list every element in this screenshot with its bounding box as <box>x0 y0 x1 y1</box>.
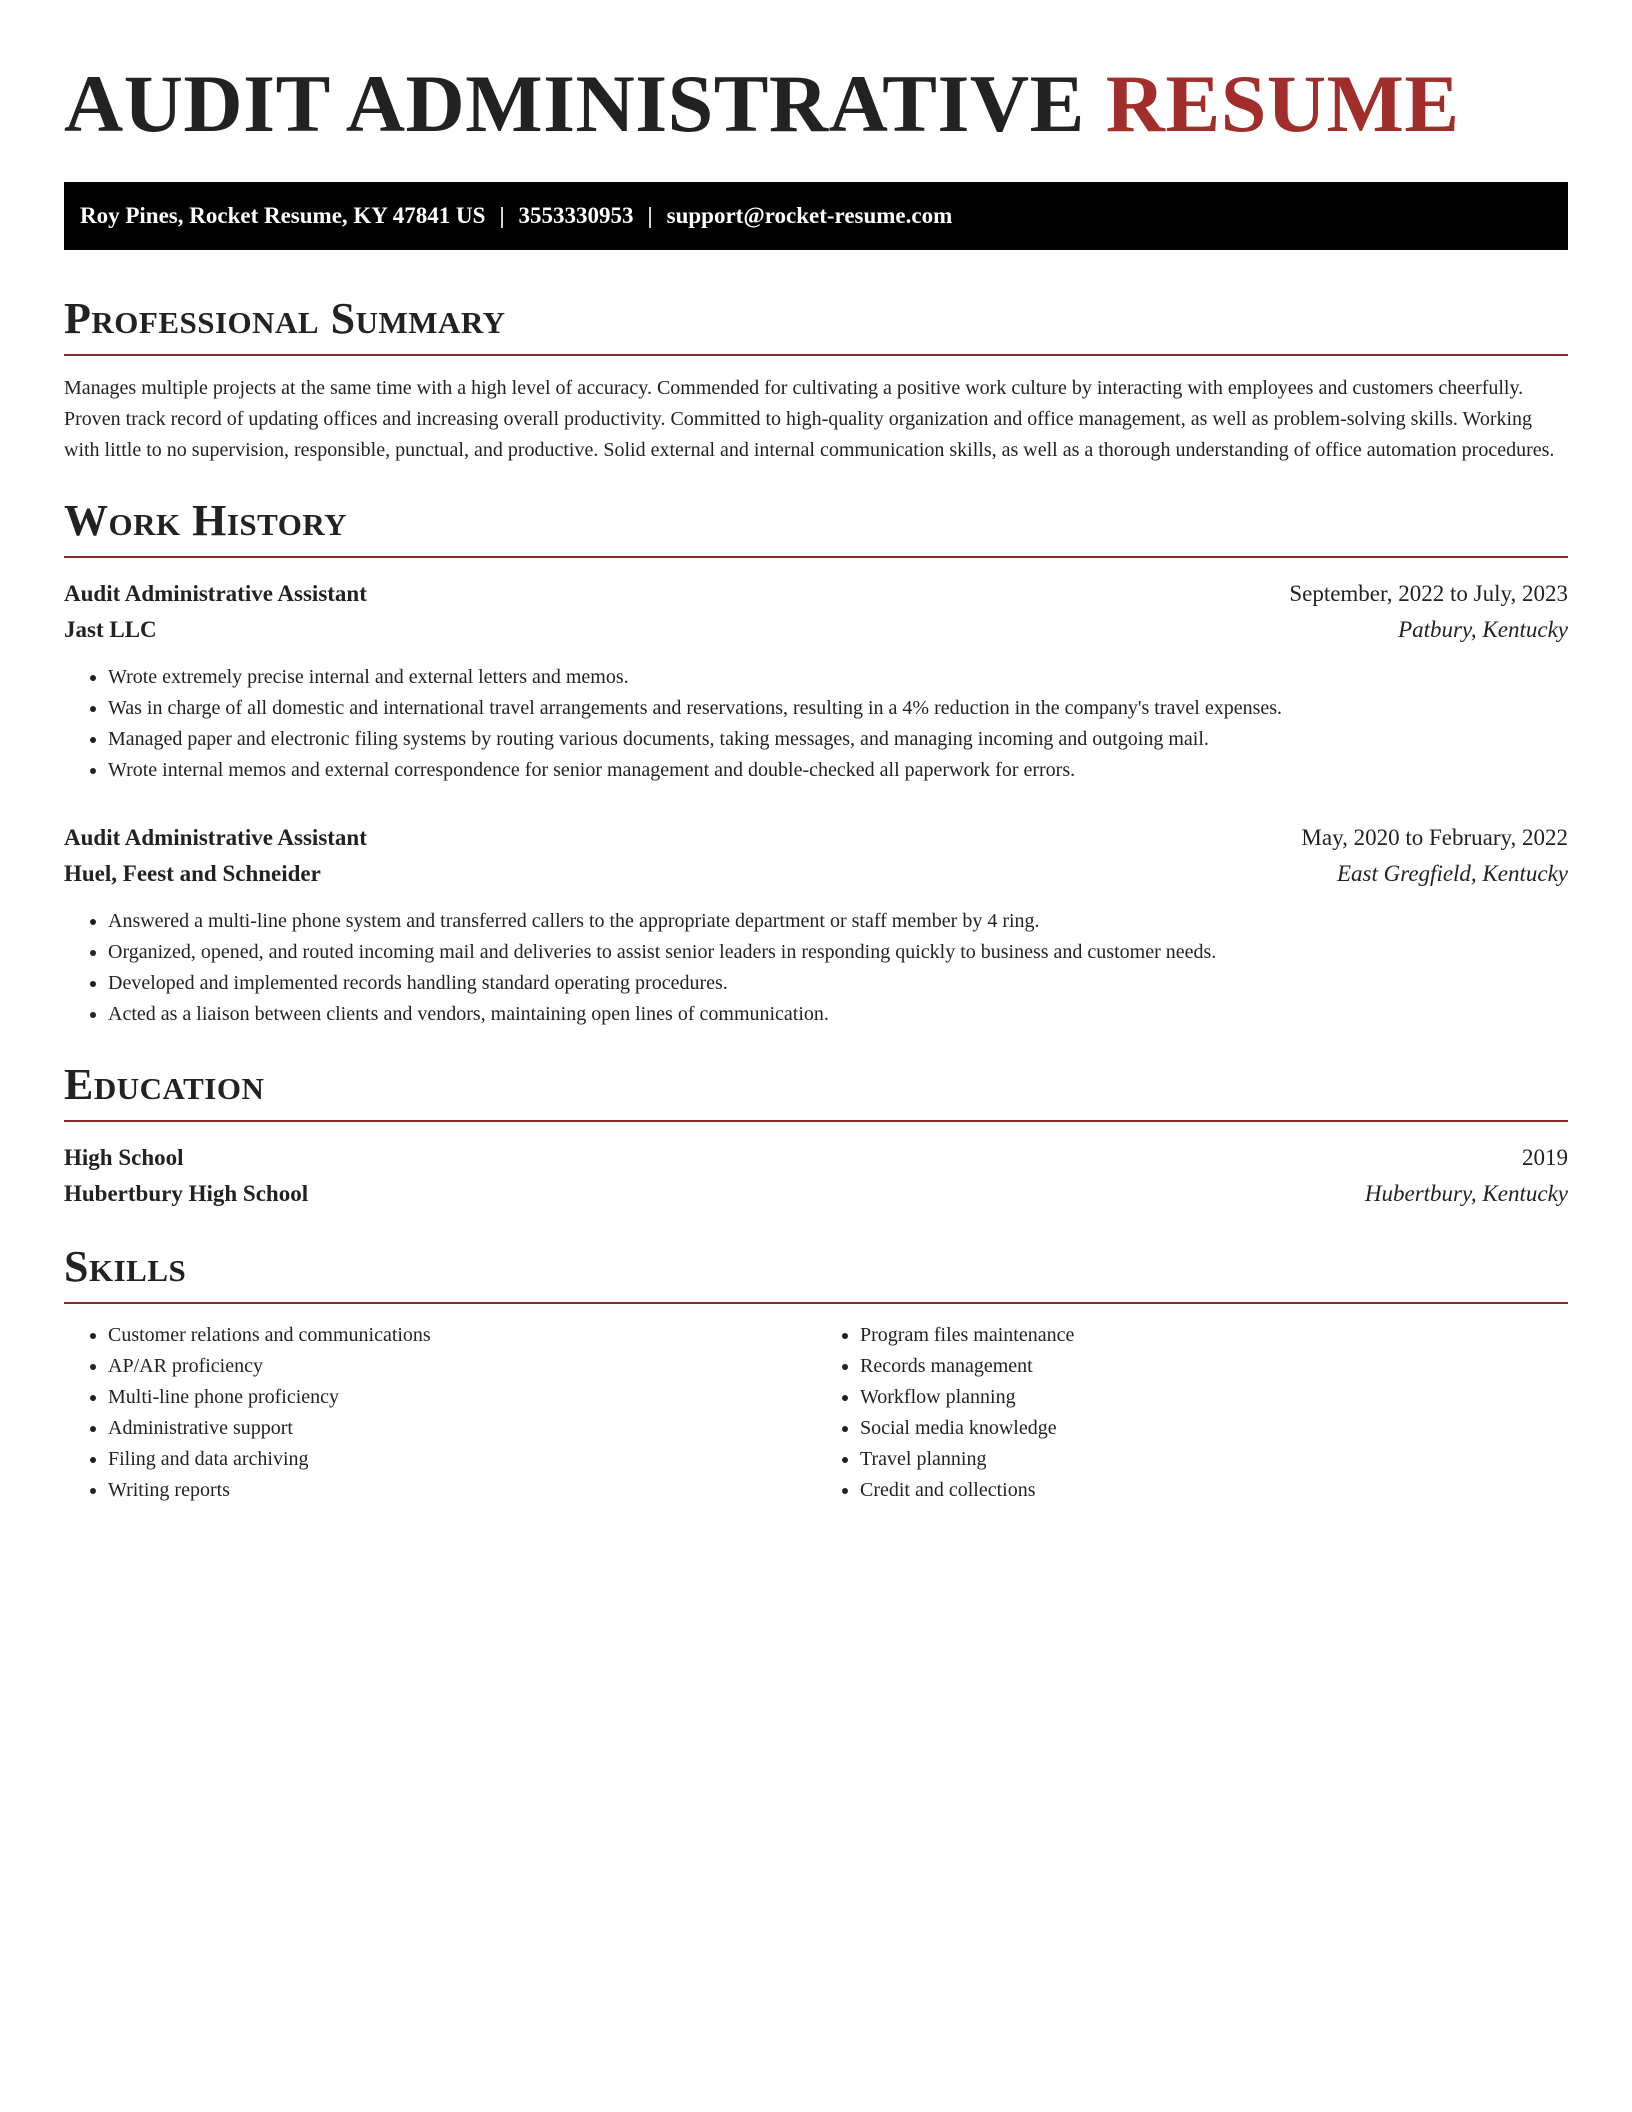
job-location: Patbury, Kentucky <box>1398 617 1568 642</box>
summary-heading: Professional Summary <box>64 294 506 343</box>
title-accent: RESUME <box>1105 58 1460 149</box>
list-item: • Social media knowledge <box>860 1413 1568 1444</box>
list-item: • Wrote internal memos and external correspondence for senior management and double-checked all paperwork for errors. <box>108 755 1568 786</box>
education-location: Hubertbury, Kentucky <box>1364 1181 1568 1206</box>
list-item: • Wrote extremely precise internal and external letters and memos. <box>108 662 1568 693</box>
list-item: • Acted as a liaison between clients and vendors, maintaining open lines of communication. <box>108 999 1568 1030</box>
contact-separator: | <box>647 203 653 228</box>
section-divider <box>64 556 1568 558</box>
list-item: • Developed and implemented records handling standard operating procedures. <box>108 968 1568 999</box>
job-dates: September, 2022 to July, 2023 <box>1289 581 1568 606</box>
job-company: Huel, Feest and Schneider <box>64 861 321 886</box>
contact-separator: | <box>499 203 505 228</box>
list-item: • Filing and data archiving <box>108 1444 816 1475</box>
job-entry <box>64 576 1568 786</box>
education-school-row <box>64 1176 1568 1212</box>
section-divider <box>64 1120 1568 1122</box>
summary-text: Manages multiple projects at the same time with a high level of accuracy. Commended for cultivating a positive work culture by interacting with employees and customers cheerfully. Proven track record of updating offices and increasing overall productivity. Committed to high-quality organization and office management, as well as problem-solving skills. Working with little to no supervision, responsible, punctual, and productive. Solid external and internal communication skills, as well as a thorough understanding of office automation procedures. <box>64 377 1555 461</box>
job-header-row <box>64 820 1568 856</box>
contact-bar <box>64 182 1568 250</box>
list-item: • Records management <box>860 1351 1568 1382</box>
job-company-row <box>64 856 1568 892</box>
skills-list-right <box>816 1320 1568 1506</box>
job-location: East Gregfield, Kentucky <box>1337 861 1568 886</box>
section-divider <box>64 1302 1568 1304</box>
work-history-heading: Work History <box>64 496 348 545</box>
summary-section <box>64 294 1568 466</box>
list-item: • Writing reports <box>108 1475 816 1506</box>
job-entry <box>64 820 1568 1030</box>
section-divider <box>64 354 1568 356</box>
job-company-row <box>64 612 1568 648</box>
job-bullets <box>64 906 1568 1030</box>
education-year: 2019 <box>1522 1145 1568 1170</box>
list-item: • Managed paper and electronic filing systems by routing various documents, taking messages, and managing incoming and outgoing mail. <box>108 724 1568 755</box>
job-dates: May, 2020 to February, 2022 <box>1301 825 1568 850</box>
education-degree: High School <box>64 1145 184 1170</box>
education-heading: Education <box>64 1060 265 1109</box>
list-item: • Program files maintenance <box>860 1320 1568 1351</box>
education-entry <box>64 1140 1568 1212</box>
education-section <box>64 1060 1568 1212</box>
contact-address: Roy Pines, Rocket Resume, KY 47841 US <box>80 203 486 228</box>
job-title: Audit Administrative Assistant <box>64 825 367 850</box>
job-header-row <box>64 576 1568 612</box>
contact-phone: 3553330953 <box>518 203 634 228</box>
work-history-section <box>64 496 1568 1030</box>
list-item: • Answered a multi-line phone system and transferred callers to the appropriate department or staff member by 4 ring. <box>108 906 1568 937</box>
list-item: • Credit and collections <box>860 1475 1568 1506</box>
skills-column-right <box>816 1320 1568 1506</box>
contact-email: support@rocket-resume.com <box>666 203 953 228</box>
education-school: Hubertbury High School <box>64 1181 309 1206</box>
skills-list-left <box>64 1320 816 1506</box>
skills-grid <box>64 1320 1568 1506</box>
list-item: • Multi-line phone proficiency <box>108 1382 816 1413</box>
list-item: • AP/AR proficiency <box>108 1351 816 1382</box>
skills-column-left <box>64 1320 816 1506</box>
list-item: • Workflow planning <box>860 1382 1568 1413</box>
list-item: • Travel planning <box>860 1444 1568 1475</box>
skills-heading: Skills <box>64 1242 187 1291</box>
title-main: AUDIT ADMINISTRATIVE <box>64 58 1085 149</box>
resume-title <box>64 0 1568 150</box>
list-item: • Was in charge of all domestic and international travel arrangements and reservations, resulting in a 4% reduction in the company's travel expenses. <box>108 693 1568 724</box>
skills-section <box>64 1242 1568 1506</box>
job-company: Jast LLC <box>64 617 157 642</box>
list-item: • Customer relations and communications <box>108 1320 816 1351</box>
job-title: Audit Administrative Assistant <box>64 581 367 606</box>
list-item: • Administrative support <box>108 1413 816 1444</box>
education-degree-row <box>64 1140 1568 1176</box>
list-item: • Organized, opened, and routed incoming mail and deliveries to assist senior leaders in responding quickly to business and customer needs. <box>108 937 1568 968</box>
job-bullets <box>64 662 1568 786</box>
